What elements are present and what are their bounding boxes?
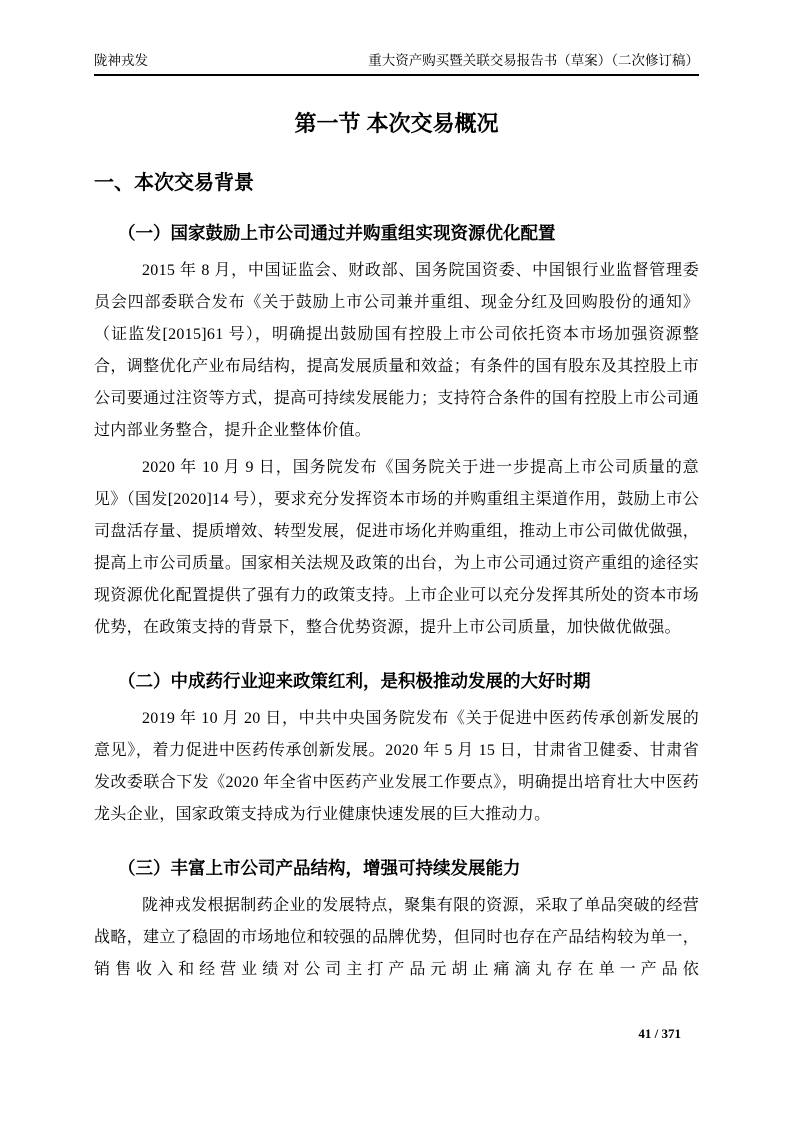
- subsection-2: [94, 669, 699, 831]
- subsection-3-heading: （三）丰富上市公司产品结构，增强可持续发展能力: [118, 858, 521, 878]
- section-heading: 一、本次交易背景: [94, 172, 254, 194]
- paragraph: 2019 年 10 月 20 日，中共中央国务院发布《关于促进中医药传承创新发展的意见》，着力促进中医药传承创新发展。2020 年 5 月 15 日，甘肃省卫健委、甘肃省发改委联合下发《2020 年全省中医药产业发展工作要点》，明确提出培育壮大中医药龙头企业，国家政策支持成为行业健康快速发展的巨大推动力。: [94, 710, 699, 823]
- subsection-3: [94, 856, 699, 986]
- page-header: [94, 0, 699, 76]
- header-company-name: 陇神戎发: [94, 53, 148, 68]
- page-footer: [638, 1026, 681, 1042]
- header-document-title: 重大资产购买暨关联交易报告书（草案）（二次修订稿）: [368, 53, 699, 68]
- subsection-1: [94, 221, 699, 644]
- paragraph: 2015 年 8 月，中国证监会、财政部、国务院国资委、中国银行业监督管理委员会四部委联合发布《关于鼓励上市公司兼并重组、现金分红及回购股份的通知》（证监发[2015]61 号），明确提出鼓励国有控股上市公司依托资本市场加强资源整合，调整优化产业布局结构，提高发展质量和效益；有条件的国有股东及其控股上市公司要通过注资等方式，提高可持续发展能力；支持符合条件的国有控股上市公司通过内部业务整合，提升企业整体价值。: [94, 262, 699, 439]
- page-number: 41 / 371: [638, 1026, 681, 1041]
- paragraph: 2020 年 10 月 9 日，国务院发布《国务院关于进一步提高上市公司质量的意见》（国发[2020]14 号），要求充分发挥资本市场的并购重组主渠道作用，鼓励上市公司盘活存量、提质增效、转型发展，促进市场化并购重组，推动上市公司做优做强，提高上市公司质量。国家相关法规及政策的出台，为上市公司通过资产重组的途径实现资源优化配置提供了强有力的政策支持。上市企业可以充分发挥其所处的资本市场优势，在政策支持的背景下，整合优势资源，提升上市公司质量，加快做优做强。: [94, 459, 699, 636]
- subsection-2-heading: （二）中成药行业迎来政策红利，是积极推动发展的大好时期: [118, 671, 591, 691]
- subsection-1-heading: （一）国家鼓励上市公司通过并购重组实现资源优化配置: [118, 223, 556, 243]
- paragraph: 陇神戎发根据制药企业的发展特点，聚集有限的资源，采取了单品突破的经营战略，建立了稳固的市场地位和较强的品牌优势，但同时也存在产品结构较为单一，销售收入和经营业绩对公司主打产品元胡止痛滴丸存在单一产品依: [94, 897, 699, 978]
- chapter-title: 第一节 本次交易概况: [294, 111, 499, 136]
